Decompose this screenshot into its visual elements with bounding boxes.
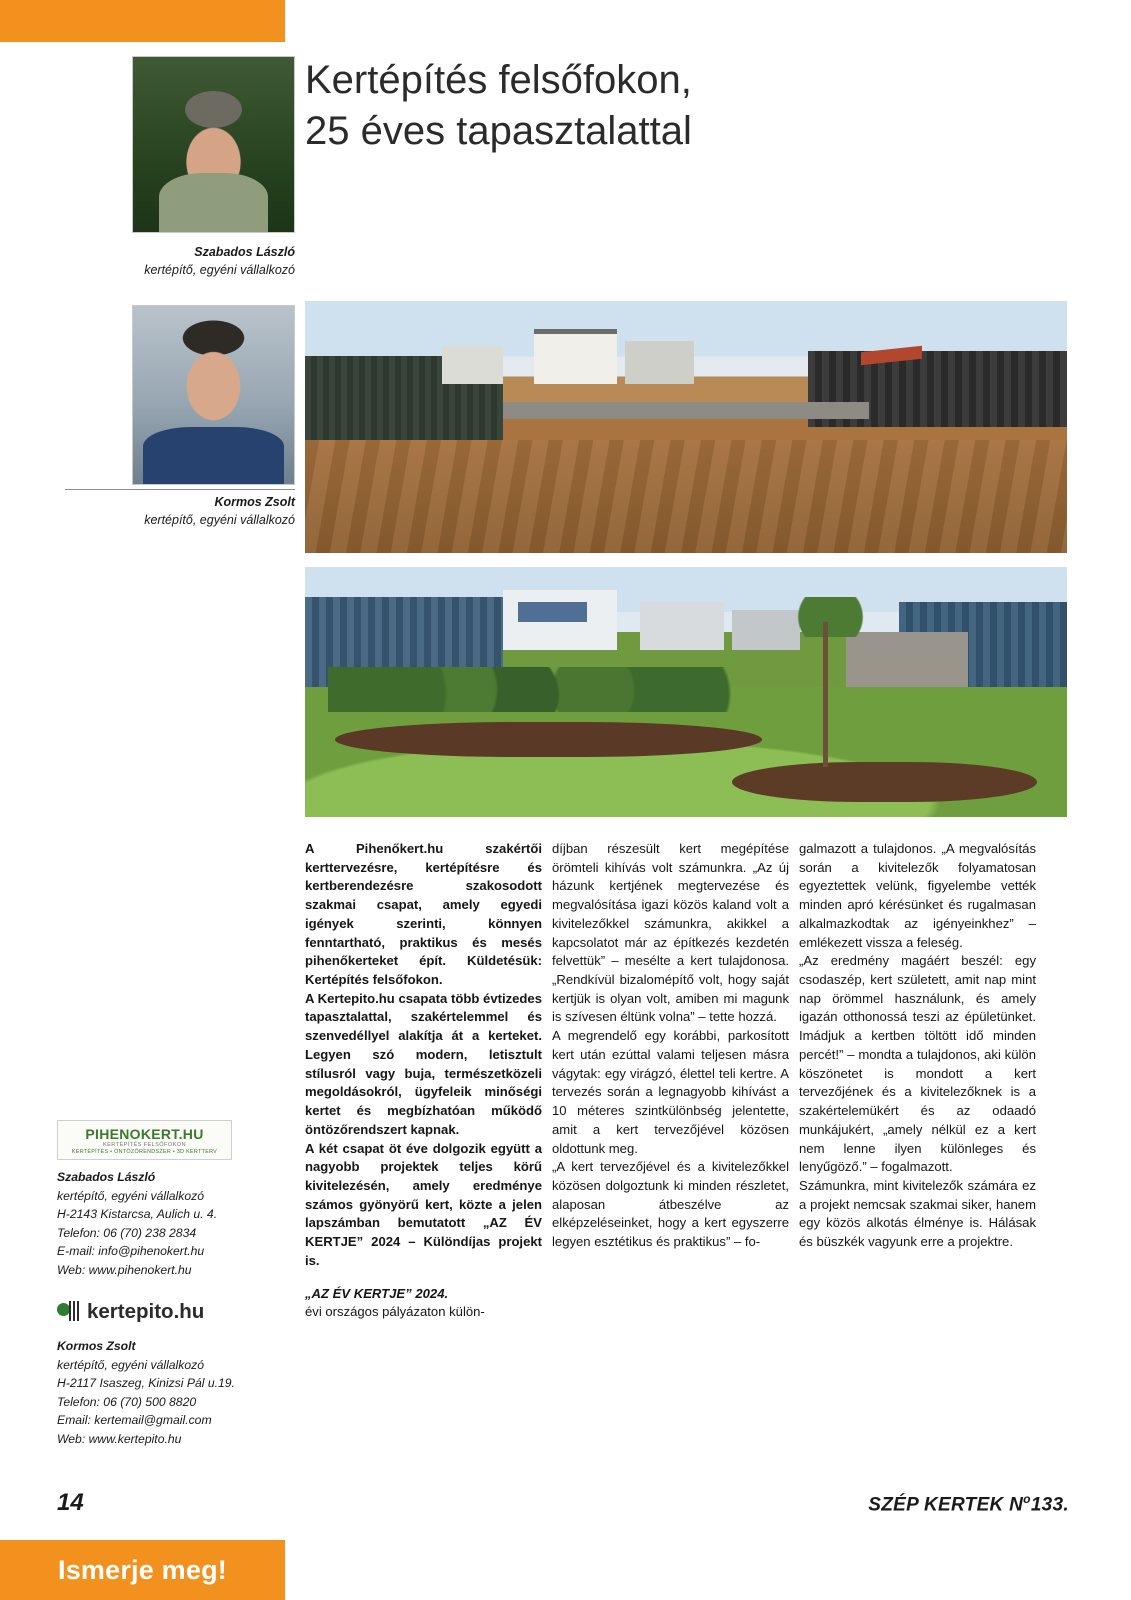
photo-construction-site (305, 301, 1067, 553)
body-column-1 (305, 840, 542, 1322)
contact-phone[interactable]: Telefon: 06 (70) 238 2834 (57, 1225, 197, 1240)
paragraph: A két csapat öt éve dolgozik együtt a nagyobb projektek teljes körű kivitelezésén, amely eredménye számos gyönyörű kert, közte a jelen lapszámban bemutatott „AZ ÉV KERTJE” 2024 – Különdíjas projekt is. (305, 1140, 542, 1268)
photo-finished-garden (305, 567, 1067, 817)
paragraph: A megrendelő egy korábbi, parkosított kert után ezúttal valami teljesen másra vágytak: egy virágzó, élettel teli kertre. A tervezés során a legnagyobb kihívást a 10 méteres szintkülönbség jelentette, amit a kert tervezőjével közösen oldottunk meg. (552, 1028, 789, 1156)
paragraph: A Kertepito.hu csapata több évtizedes tapasztalattal, szakértelemmel és szenvedéllyel alakítja át a kerteket. Legyen szó modern, letisztult stílusról vagy buja, természetközeli megoldásokról, ügyfeleik minőségi kertet és megbízhatóan működő öntözőrendszert kapnak. (305, 990, 542, 1137)
contact-role: kertépítő, egyéni vállalkozó (57, 1188, 205, 1203)
author-photo-szabados (132, 56, 295, 233)
construction-site-image (305, 301, 1067, 553)
issue-number: 133. (1030, 1494, 1069, 1516)
tree-trunk (823, 622, 828, 767)
earthworks (305, 440, 1067, 553)
contact-email[interactable]: Email: kertemail@gmail.com (57, 1413, 212, 1428)
paragraph: „A kert tervezőjével és a kivitelezőkkel közösen dolgoztunk ki minden részletet, alaposan átbeszélve az elképzeléseinket, hogy a kert egyszerre legyen esztétikus és praktikus” – fo- (552, 1159, 789, 1250)
shrub-row (328, 667, 770, 712)
award-title: „AZ ÉV KERTJE” 2024. (305, 1285, 449, 1301)
portrait-image (133, 57, 294, 232)
body-column-2 (552, 840, 789, 1252)
planting-bed-left (335, 722, 762, 757)
logo-name: kertepito.hu (87, 1300, 205, 1323)
page-number: 14 (57, 1489, 84, 1516)
author-name: Kormos Zsolt (214, 495, 295, 509)
contact-address: H-2117 Isaszeg, Kinizsi Pál u.19. (57, 1376, 235, 1391)
paragraph: díjban részesült kert megépítése örömteli kihívás volt számunkra. „Az új házunk kertjének megtervezése és megvalósítása igazi közös kaland volt a kivitelezőkkel számunkra, akikkel a kapcsolatot már az építkezés kezdetén felvettük” – mesélte a kert tulajdonosa. „Rendkívül bizalomépítő volt, hogy saját kertjük is olyan volt, amiben mi magunk is szívesen éltünk volna” – tette hozzá. (552, 841, 789, 1025)
contact-block-szabados (57, 1168, 297, 1279)
headline-line-1: Kertépítés felsőfokon, (305, 58, 692, 102)
logo-name: PIHENOKERT.HU (85, 1125, 204, 1142)
house-center (534, 334, 618, 384)
contact-web[interactable]: Web: www.pihenokert.hu (57, 1262, 192, 1277)
magazine-issue (868, 1492, 1069, 1516)
page-title (305, 55, 1065, 157)
author-role: kertépítő, egyéni vállalkozó (144, 263, 295, 278)
bottom-accent-bar (0, 1540, 285, 1600)
retaining-wall (503, 402, 869, 420)
contact-address: H-2143 Kistarcsa, Aulich u. 4. (57, 1207, 218, 1222)
contact-name: Szabados László (57, 1170, 156, 1184)
house-left (442, 346, 503, 384)
top-accent-bar (0, 0, 285, 42)
contact-email[interactable]: E-mail: info@pihenokert.hu (57, 1244, 205, 1259)
headline-line-2: 25 éves tapasztalattal (305, 109, 692, 154)
bottom-bar-label: Ismerje meg! (58, 1554, 227, 1585)
paragraph: Számunkra, mint kivitelezők számára ez a projekt nemcsak szakmai siker, hanem egy közös alkotás élménye is. Hálásak és büszkék vagyunk erre a projektre. (799, 1177, 1036, 1250)
finished-garden-image (305, 567, 1067, 817)
body-column-3 (799, 840, 1036, 1252)
contact-name: Kormos Zsolt (57, 1339, 136, 1353)
logo-kertepito[interactable] (57, 1295, 252, 1329)
planting-bed-right (732, 762, 1037, 802)
contact-web[interactable]: Web: www.kertepito.hu (57, 1431, 182, 1446)
house-second (640, 602, 724, 650)
logo-tagline: KERTÉPÍTÉS FELSŐFOKON (103, 1141, 186, 1148)
author-caption-szabados (65, 243, 295, 279)
caption-divider (65, 489, 295, 490)
house-window (518, 602, 587, 622)
contact-phone[interactable]: Telefon: 06 (70) 500 8820 (57, 1394, 197, 1409)
leaf-icon (57, 1301, 81, 1323)
magazine-name: SZÉP KERTEK N (868, 1494, 1024, 1516)
house-right (625, 341, 694, 384)
contact-block-kormos (57, 1337, 297, 1448)
garden-wall (846, 632, 968, 687)
author-role: kertépítő, egyéni vállalkozó (144, 513, 295, 528)
contact-role: kertépítő, egyéni vállalkozó (57, 1357, 205, 1372)
paragraph: galmazott a tulajdonos. „A megvalósítás során a kivitelezők folyamatosan egyeztettek velünk, figyelembe vették minden apró kérésünket és rugalmasan alkalmazkodtak az igényeinkhez” – emlékezett vissza a feleség. (799, 841, 1036, 950)
logo-services: KERTÉPÍTÉS • ÖNTÖZŐRENDSZER • 3D KERTTERV (71, 1148, 218, 1155)
tree-canopy (777, 597, 884, 637)
paragraph: évi országos pályázaton külön- (305, 1304, 485, 1320)
issue-superscript: o (1023, 1492, 1031, 1506)
paragraph: „Az eredmény magáért beszél: egy csodaszép, kert született, amit nap mint nap örömmel használunk, és amely igazán otthonossá teszi az épületünket. Imádjuk a kertben töltött idő minden percét!” – mondta a tulajdonos, aki külön köszönetet is mondott a kert tervezőjének és a kivitelezőknek is a szakértelemükért és az odaadó munkájukért, „amely nélkül ez a kert nem lenne ilyen különleges és lenyűgöző.” – fogalmazott. (799, 953, 1036, 1175)
paragraph: A Pihenőkert.hu szakértői kerttervezésre, kertépítésre és kertberendezésre szakosodott szakmai csapat, amely egyedi igények szerinti, könnyen fenntartható, praktikus és mesés pihenőkerteket épít. Küldetésük: Kertépítés felsőfokon. (305, 841, 542, 988)
portrait-image (133, 306, 294, 484)
author-photo-kormos (132, 305, 295, 485)
author-caption-kormos (65, 493, 295, 529)
author-name: Szabados László (194, 245, 295, 259)
logo-pihenokert[interactable] (57, 1120, 232, 1160)
